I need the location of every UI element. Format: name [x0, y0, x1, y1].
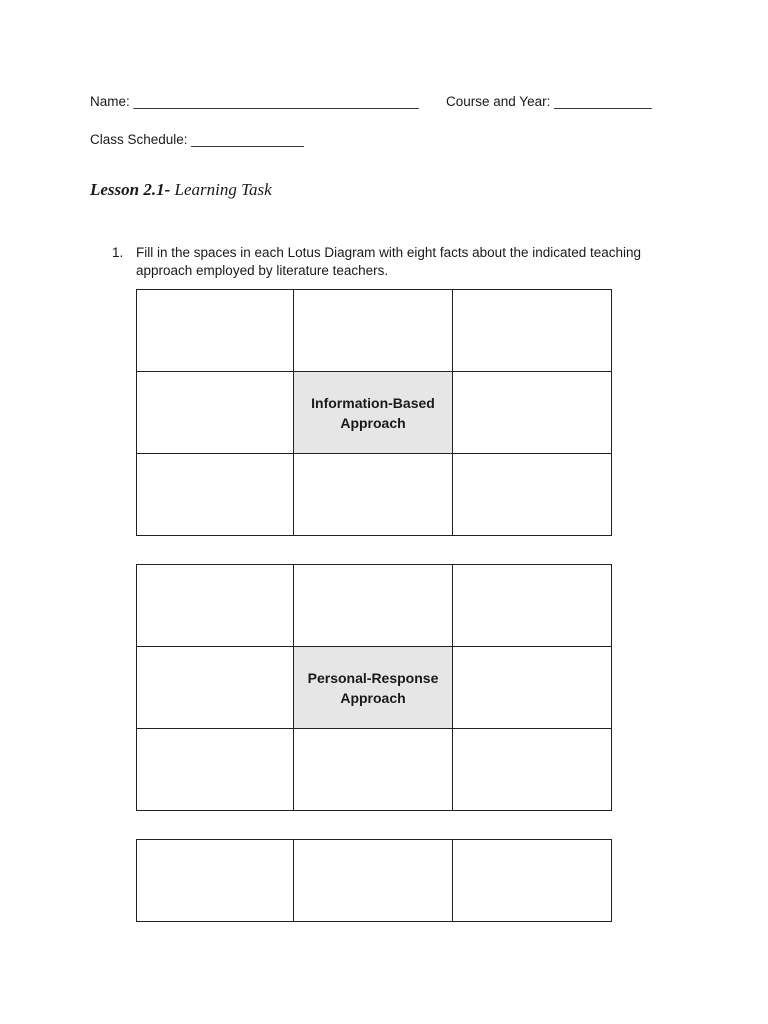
- lotus-cell[interactable]: [294, 729, 453, 811]
- lesson-subtitle: Learning Task: [170, 180, 272, 199]
- lotus-cell[interactable]: [453, 372, 612, 454]
- lotus-cell[interactable]: [137, 290, 294, 372]
- course-year-field[interactable]: Course and Year: _____________: [446, 94, 652, 109]
- lotus-cell[interactable]: [294, 565, 453, 647]
- lotus-cell[interactable]: [137, 647, 294, 729]
- lotus-cell[interactable]: [294, 454, 453, 536]
- lotus-cell[interactable]: [453, 454, 612, 536]
- lotus-diagram-information-based: [136, 289, 612, 536]
- lotus-cell[interactable]: [294, 290, 453, 372]
- center-label-line2: Approach: [340, 414, 406, 431]
- lotus-cell[interactable]: [137, 372, 294, 454]
- lotus-cell[interactable]: [137, 454, 294, 536]
- lotus-cell[interactable]: [453, 290, 612, 372]
- class-schedule-field[interactable]: Class Schedule: _______________: [90, 132, 304, 147]
- lotus-center-cell: [294, 647, 453, 729]
- lotus-cell[interactable]: [453, 565, 612, 647]
- lesson-number: Lesson 2.1-: [90, 180, 171, 199]
- lotus-cell[interactable]: [137, 840, 294, 922]
- center-label-line2: Approach: [340, 689, 406, 706]
- lotus-diagram-third: [136, 839, 612, 922]
- lotus-diagram-personal-response: [136, 564, 612, 811]
- lesson-heading: [90, 180, 272, 200]
- lotus-cell[interactable]: [453, 840, 612, 922]
- lotus-cell[interactable]: [453, 729, 612, 811]
- center-label-line1: Personal-Response: [307, 669, 439, 686]
- center-label-line1: Information-Based: [311, 394, 435, 411]
- lotus-cell[interactable]: [453, 647, 612, 729]
- lotus-cell[interactable]: [137, 729, 294, 811]
- instruction-text: Fill in the spaces in each Lotus Diagram with eight facts about the indicated teaching approach employed by literature teachers.: [136, 245, 642, 278]
- lotus-cell[interactable]: [294, 840, 453, 922]
- instruction-number: 1.: [112, 245, 124, 260]
- lotus-center-cell: [294, 372, 453, 454]
- lotus-cell[interactable]: [137, 565, 294, 647]
- name-field[interactable]: Name: ______________________________________: [90, 94, 419, 109]
- instruction-item: [112, 244, 672, 280]
